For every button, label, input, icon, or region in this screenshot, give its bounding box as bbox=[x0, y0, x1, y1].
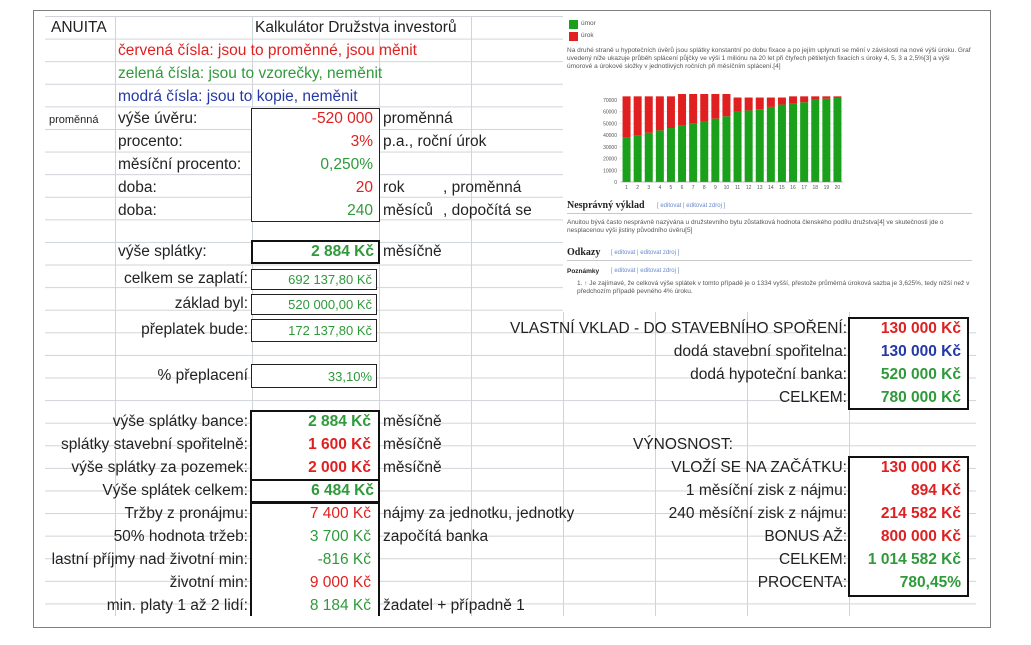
legend-green-text: zelená čísla: jsou to vzorečky, neměnit bbox=[118, 65, 383, 82]
legend-urok: úrok bbox=[581, 32, 594, 39]
min-platy-value[interactable]: 8 184 Kč bbox=[309, 597, 371, 614]
bar-urok bbox=[778, 98, 786, 105]
zivotni-min-label: životní min: bbox=[169, 574, 248, 591]
doba-mes-label: doba: bbox=[118, 202, 157, 219]
preplatek-box[interactable] bbox=[251, 319, 377, 342]
bar-umor bbox=[800, 102, 808, 182]
procento-value[interactable]: 3% bbox=[350, 133, 373, 150]
doba-rok-note: rok bbox=[383, 179, 405, 196]
bonus-label: BONUS AŽ: bbox=[764, 528, 847, 545]
x-tick-label: 1 bbox=[625, 185, 628, 191]
bar-umor bbox=[711, 119, 719, 182]
legend-umor-swatch bbox=[569, 20, 578, 29]
celkem1-label: CELKEM: bbox=[778, 389, 847, 406]
doba-mes-value[interactable]: 240 bbox=[347, 202, 373, 219]
x-tick-label: 3 bbox=[647, 185, 651, 191]
splatky-pozemek-note: měsíčně bbox=[383, 459, 442, 476]
trzby-value[interactable]: 7 400 Kč bbox=[309, 505, 371, 522]
vlozi-value[interactable]: 130 000 Kč bbox=[880, 459, 961, 476]
edit-links-1[interactable]: [ editovat | editovat zdroj ] bbox=[657, 203, 726, 209]
mesicni-zisk-label: 1 měsíční zisk z nájmu: bbox=[685, 482, 847, 499]
vlastni-vklad-label: VLASTNÍ VKLAD - DO STAVEBNÍHO SPOŘENÍ: bbox=[509, 320, 847, 337]
x-tick-label: 14 bbox=[768, 185, 774, 191]
splatek-celkem-label: Výše splátek celkem: bbox=[102, 482, 248, 499]
procento-note: p.a., roční úrok bbox=[383, 133, 487, 150]
doda-banka-label: dodá hypoteční banka: bbox=[690, 366, 847, 383]
y-tick-label: 50000 bbox=[603, 121, 617, 128]
bar-umor bbox=[678, 126, 686, 182]
bar-urok bbox=[722, 94, 730, 116]
y-tick-label: 0 bbox=[614, 180, 617, 186]
anuita-label: ANUITA bbox=[51, 19, 107, 36]
x-tick-label: 5 bbox=[669, 185, 673, 191]
preplaceni-box[interactable] bbox=[251, 364, 377, 388]
bar-umor bbox=[645, 133, 653, 182]
celkem-zaplati-label: celkem se zaplatí: bbox=[123, 270, 248, 287]
vynosnost-label: VÝNOSNOST: bbox=[633, 436, 733, 453]
bar-umor bbox=[689, 123, 697, 182]
vyse-splatky-box[interactable] bbox=[251, 240, 380, 264]
mesicni-zisk-value[interactable]: 894 Kč bbox=[911, 482, 961, 499]
vlozi-label: VLOŽÍ SE NA ZAČÁTKU: bbox=[671, 459, 847, 476]
preplatek-value: 172 137,80 Kč bbox=[288, 323, 372, 338]
bar-urok bbox=[734, 98, 742, 112]
bar-umor bbox=[822, 99, 830, 182]
vyse-uveru-note: proměnná bbox=[383, 110, 453, 127]
bar-umor bbox=[700, 121, 708, 182]
bar-umor bbox=[734, 112, 742, 182]
zivotni-min-value[interactable]: 9 000 Kč bbox=[309, 574, 371, 591]
doba-mes-note2: , dopočítá se bbox=[443, 202, 532, 219]
x-tick-label: 19 bbox=[823, 185, 830, 191]
bar-urok bbox=[800, 96, 808, 102]
heading-poznamky: Poznámky bbox=[567, 268, 600, 275]
bar-umor bbox=[623, 137, 631, 182]
celkem2-label: CELKEM: bbox=[778, 551, 847, 568]
y-tick-label: 10000 bbox=[603, 168, 617, 175]
splatky-pozemek-value[interactable]: 2 000 Kč bbox=[308, 459, 371, 476]
preplaceni-label: % přeplacení bbox=[157, 367, 248, 384]
x-tick-label: 18 bbox=[812, 185, 819, 191]
celkem-zaplati-value: 692 137,80 Kč bbox=[288, 272, 372, 287]
legend-blue-text: modrá čísla: jsou to kopie, neměnit bbox=[118, 88, 358, 105]
mesicni-procento-value[interactable]: 0,250% bbox=[320, 156, 373, 173]
vyse-uveru-label: výše úvěru: bbox=[118, 110, 198, 127]
procenta-label: PROCENTA: bbox=[757, 574, 847, 591]
doba-rok-value[interactable]: 20 bbox=[355, 179, 373, 196]
bar-urok bbox=[822, 96, 830, 98]
bar-urok bbox=[634, 96, 642, 135]
calculator-title: Kalkulátor Družstva investorů bbox=[255, 19, 457, 36]
vyse-splatky-label: výše splátky: bbox=[118, 243, 207, 260]
bonus-value[interactable]: 800 000 Kč bbox=[880, 528, 961, 545]
splatky-sporitelne-label: splátky stavební spořitelně: bbox=[61, 436, 248, 453]
bar-urok bbox=[833, 96, 841, 97]
celkem1-value[interactable]: 780 000 Kč bbox=[880, 389, 961, 406]
doba-rok-label: doba: bbox=[118, 179, 157, 196]
hodnota-trzeb-value[interactable]: 3 700 Kč bbox=[309, 528, 371, 545]
vyse-splatky-note: měsíčně bbox=[383, 243, 442, 260]
min-platy-label: min. platy 1 až 2 lidí: bbox=[106, 597, 248, 614]
celkem-zaplati-box[interactable] bbox=[251, 269, 377, 290]
bar-urok bbox=[656, 96, 664, 130]
bar-urok bbox=[711, 94, 719, 119]
bar-urok bbox=[645, 96, 653, 132]
bar-umor bbox=[778, 105, 786, 182]
x-tick-label: 12 bbox=[745, 185, 752, 191]
wiki-screenshot bbox=[563, 16, 976, 312]
edit-links-2[interactable]: [ editovat | editovat zdroj ] bbox=[611, 250, 680, 256]
trzby-note: nájmy za jednotku, jednotky bbox=[383, 505, 575, 522]
x-tick-label: 20 bbox=[834, 185, 841, 191]
hodnota-trzeb-note: započítá banka bbox=[383, 528, 489, 545]
bar-umor bbox=[756, 109, 764, 182]
splatky-sporitelne-note: měsíčně bbox=[383, 436, 442, 453]
x-tick-label: 15 bbox=[779, 185, 785, 191]
wiki-paragraph-1: Na druhé straně u hypotečních úvěrů jsou splátky konstantní po dobu fixace a po jejím uplynutí se mění v závislosti na nové výši úroku. Graf uvedený níže ukazuje průběh splácení půjčky ve výši 1 miliónu na 20 let při čtyřech pětiletých fixacích s úroky 4, 5, 3 a 2,5%[3] a výši úmorové a úrokové složky v jednotlivých ročních při měsíčním splácení.[4] bbox=[567, 47, 971, 70]
spreadsheet-frame bbox=[33, 10, 991, 628]
x-tick-label: 7 bbox=[691, 185, 695, 191]
bar-umor bbox=[789, 103, 797, 182]
edit-links-3[interactable]: [ editovat | editovat zdroj ] bbox=[611, 268, 680, 274]
splatky-bance-value[interactable]: 2 884 Kč bbox=[308, 413, 371, 430]
bar-umor bbox=[811, 100, 819, 182]
vyse-splatky-value: 2 884 Kč bbox=[311, 243, 374, 260]
preplaceni-value: 33,10% bbox=[327, 368, 372, 384]
splatek-celkem-value: 6 484 Kč bbox=[311, 482, 374, 499]
bar-umor bbox=[745, 110, 753, 182]
doda-banka-value[interactable]: 520 000 Kč bbox=[880, 366, 961, 383]
x-tick-label: 9 bbox=[713, 185, 717, 191]
bar-umor bbox=[767, 107, 775, 182]
mesicni-procento-label: měsíční procento: bbox=[118, 156, 242, 173]
heading-odkazy: Odkazy bbox=[567, 247, 601, 258]
x-tick-label: 6 bbox=[680, 185, 684, 191]
doda-sporitelna-value[interactable]: 130 000 Kč bbox=[880, 343, 961, 360]
promenna-tag: proměnná bbox=[49, 114, 99, 126]
y-tick-label: 60000 bbox=[603, 109, 617, 116]
splatky-bance-label: výše splátky bance: bbox=[112, 413, 248, 430]
x-tick-label: 8 bbox=[702, 185, 706, 191]
vlastni-vklad-value[interactable]: 130 000 Kč bbox=[880, 320, 961, 337]
doba-rok-note2: , proměnná bbox=[443, 179, 522, 196]
x-tick-label: 17 bbox=[801, 185, 807, 191]
wiki-paragraph-2: Anuitou bývá často nesprávně nazývána u družstevního bytu zůstatková hodnota členského podílu družstva[4] ve skutečnosti jde o nesplacenou výši jistiny původního úvěru[5] bbox=[567, 219, 944, 234]
y-tick-label: 30000 bbox=[603, 144, 617, 151]
bar-umor bbox=[656, 130, 664, 182]
bar-urok bbox=[767, 98, 775, 107]
preplatek-label: přeplatek bude: bbox=[141, 321, 248, 338]
bar-urok bbox=[811, 96, 819, 100]
bar-urok bbox=[689, 94, 697, 123]
bar-urok bbox=[623, 96, 631, 137]
bar-umor bbox=[634, 135, 642, 182]
doda-sporitelna-label: dodá stavební spořitelna: bbox=[673, 343, 847, 360]
bar-umor bbox=[667, 128, 675, 182]
y-tick-label: 20000 bbox=[603, 156, 617, 163]
hodnota-trzeb-label: 50% hodnota tržeb: bbox=[113, 528, 248, 545]
legend-red-text: červená čísla: jsou to proměnné, jsou měnit bbox=[118, 42, 417, 59]
zaklad-value: 520 000,00 Kč bbox=[288, 297, 372, 312]
legend-urok-swatch bbox=[569, 32, 578, 41]
splatky-bance-note: měsíčně bbox=[383, 413, 442, 430]
splatky-sporitelne-value[interactable]: 1 600 Kč bbox=[308, 436, 371, 453]
splatky-pozemek-label: výše splátky za pozemek: bbox=[71, 459, 248, 476]
splatek-celkem-box[interactable] bbox=[250, 479, 380, 503]
x-tick-label: 10 bbox=[723, 185, 730, 191]
x-tick-label: 13 bbox=[756, 185, 763, 191]
bar-umor bbox=[833, 98, 841, 182]
x-tick-label: 11 bbox=[734, 185, 741, 191]
y-tick-label: 40000 bbox=[603, 133, 617, 140]
vlastni-prijmy-value[interactable]: -816 Kč bbox=[317, 551, 371, 568]
celkem2-value[interactable]: 1 014 582 Kč bbox=[867, 551, 961, 568]
bar-urok bbox=[667, 96, 675, 128]
doba-mes-note: měsíců bbox=[383, 202, 433, 219]
spreadsheet-sheet bbox=[45, 16, 976, 616]
bar-umor bbox=[722, 116, 730, 182]
trzby-label: Tržby z pronájmu: bbox=[124, 505, 248, 522]
bar-urok bbox=[789, 96, 797, 103]
legend-umor: úmor bbox=[581, 20, 596, 27]
bar-urok bbox=[756, 98, 764, 110]
zaklad-label: základ byl: bbox=[174, 295, 248, 312]
x-tick-label: 4 bbox=[658, 185, 662, 191]
procento-label: procento: bbox=[118, 133, 183, 150]
heading-nespravny: Nesprávný výklad bbox=[567, 200, 645, 211]
procenta-value[interactable]: 780,45% bbox=[899, 574, 961, 591]
amortization-chart bbox=[563, 86, 853, 196]
vlastni-prijmy-label: lastní příjmy nad životní min: bbox=[51, 551, 248, 568]
bar-urok bbox=[678, 94, 686, 126]
zisk-240-value[interactable]: 214 582 Kč bbox=[880, 505, 961, 522]
bar-urok bbox=[745, 98, 753, 111]
zisk-240-label: 240 měsíční zisk z nájmu: bbox=[668, 505, 847, 522]
x-tick-label: 2 bbox=[636, 185, 640, 191]
bar-urok bbox=[700, 94, 708, 121]
y-tick-label: 70000 bbox=[603, 97, 617, 104]
vyse-uveru-value[interactable]: -520 000 bbox=[311, 110, 373, 127]
x-tick-label: 16 bbox=[790, 185, 796, 191]
wiki-note-1: 1. ↑ Je zajímavé, že celková výše splátek v tomto případě je o 1334 vyšší, přestože průměrná úroková sazba je 3,625%, tedy nižší než v předchozím případě pevného 4% úroku. bbox=[577, 280, 970, 295]
min-platy-note: žadatel + případně 1 bbox=[383, 597, 525, 614]
zaklad-box[interactable] bbox=[251, 294, 377, 315]
